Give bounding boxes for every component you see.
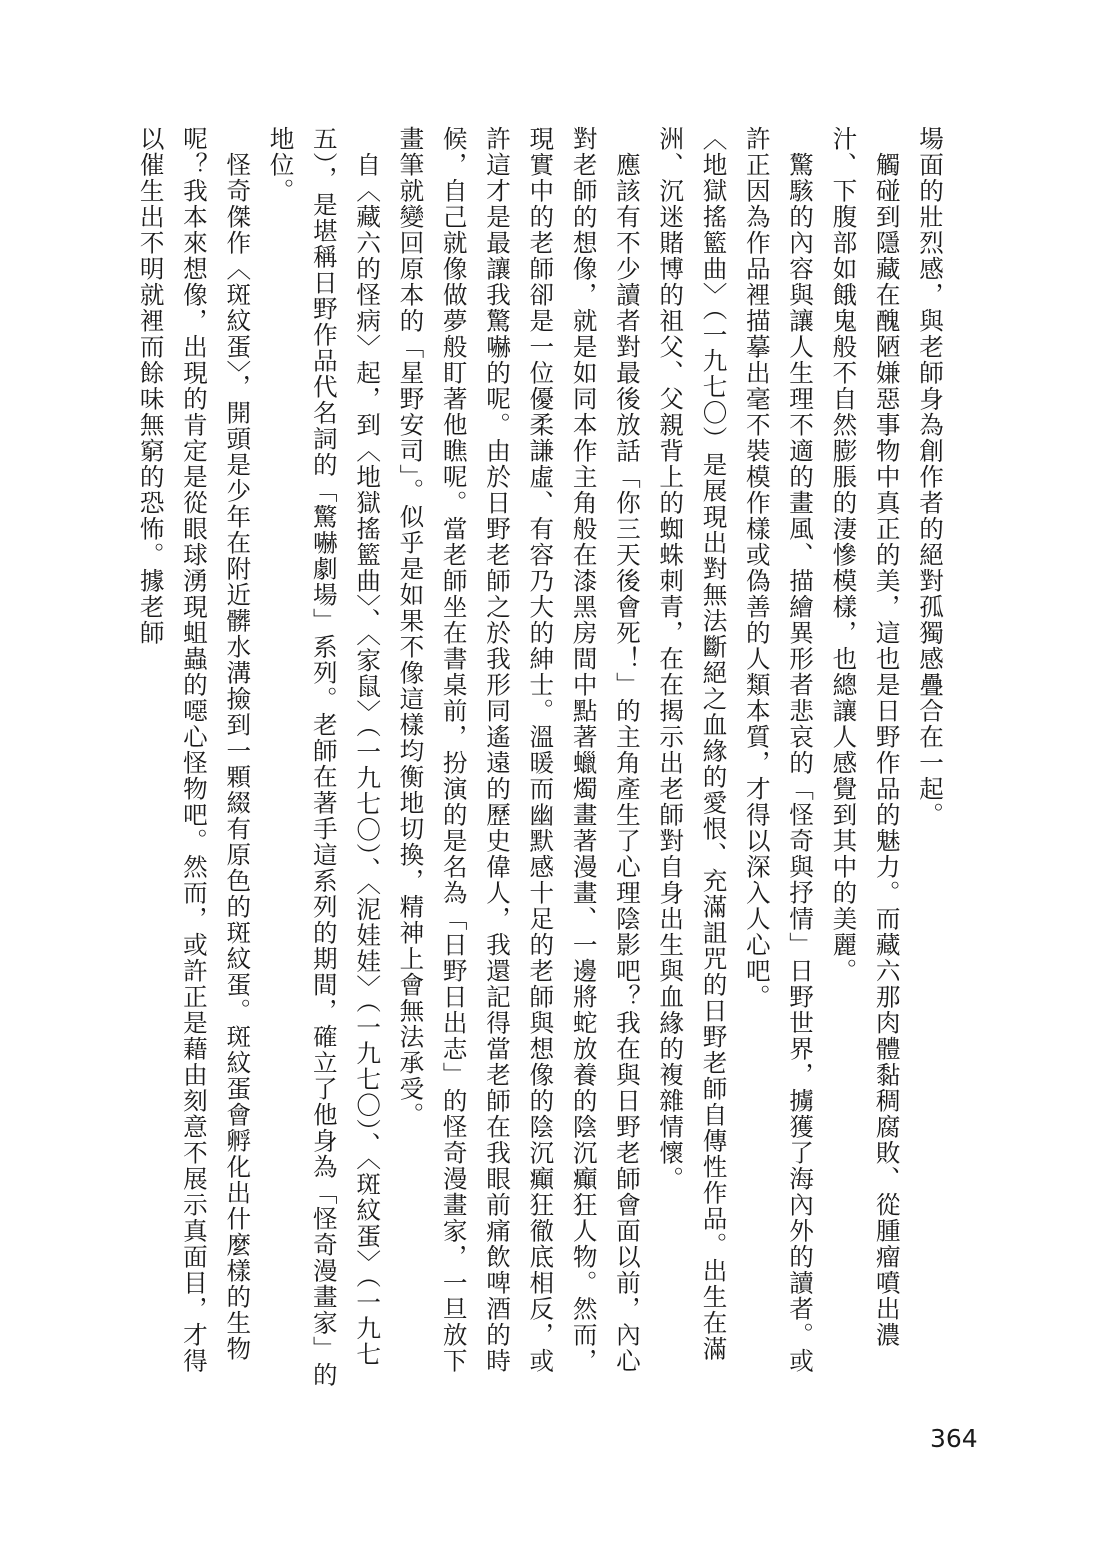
page-number: 364 [930, 1424, 978, 1453]
paragraph: 場面的壯烈感，與老師身為創作者的絕對孤獨感疊合在一起。 [916, 126, 945, 828]
paragraph: 〈地獄搖籃曲〉（一九七〇）是展現出對無法斷絕之血緣的愛恨、充滿詛咒的日野老師自傳性作品。出生在滿洲、沉迷賭博的祖父、父親背上的蜘蛛刺青，在在揭示出老師對自身出生與血緣的複雜情懷。 [656, 126, 729, 1362]
paragraph: 觸碰到隱藏在醜陋嫌惡事物中真正的美，這也是日野作品的魅力。而藏六那肉體黏稠腐敗、從腫瘤噴出濃汁、下腹部如餓鬼般不自然膨脹的淒慘模樣，也總讓人感覺到其中的美麗。 [829, 126, 902, 1348]
body-text [136, 126, 952, 1388]
paragraph: 怪奇傑作〈斑紋蛋〉，開頭是少年在附近髒水溝撿到一顆綴有原色的斑紋蛋。斑紋蛋會孵化出什麼樣的生物呢？我本來想像，出現的肯定是從眼球湧現蛆蟲的噁心怪物吧。然而，或許正是藉由刻意不展示真面目，才得以催生出不明就裡而餘味無窮的恐怖。據老師 [136, 126, 253, 1374]
paragraph: 驚駭的內容與讓人生理不適的畫風、描繪異形者悲哀的「怪奇與抒情」日野世界，擄獲了海內外的讀者。或許正因為作品裡描摹出毫不裝模作樣或偽善的人類本質，才得以深入人心吧。 [742, 126, 816, 1374]
paragraph: 應該有不少讀者對最後放話「你三天後會死！」的主角產生了心理陰影吧？我在與日野老師會面以前，內心對老師的想像，就是如同本作主角般在漆黑房間中點著蠟燭畫著漫畫、一邊將蛇放養的陰沉癲狂人物。然而，現實中的老師卻是一位優柔謙虛、有容乃大的紳士。溫暖而幽默感十足的老師與想像的陰沉癲狂徹底相反，或許這才是最讓我驚嚇的呢。由於日野老師之於我形同遙遠的歷史偉人，我還記得當老師在我眼前痛飲啤酒的時候，自己就像做夢般盯著他瞧呢。當老師坐在書桌前，扮演的是名為「日野日出志」的怪奇漫畫家，一旦放下畫筆就變回原本的「星野安司」。似乎是如果不像這樣均衡地切換，精神上會無法承受。 [396, 126, 642, 1374]
paragraph: 自〈藏六的怪病〉起，到〈地獄搖籃曲〉、〈家鼠〉（一九七〇）、〈泥娃娃〉（一九七〇）、〈斑紋蛋〉（一九七五），是堪稱日野作品代名詞的「驚嚇劇場」系列。老師在著手這系列的期間，確立了他身為「怪奇漫畫家」的地位。 [266, 126, 383, 1388]
